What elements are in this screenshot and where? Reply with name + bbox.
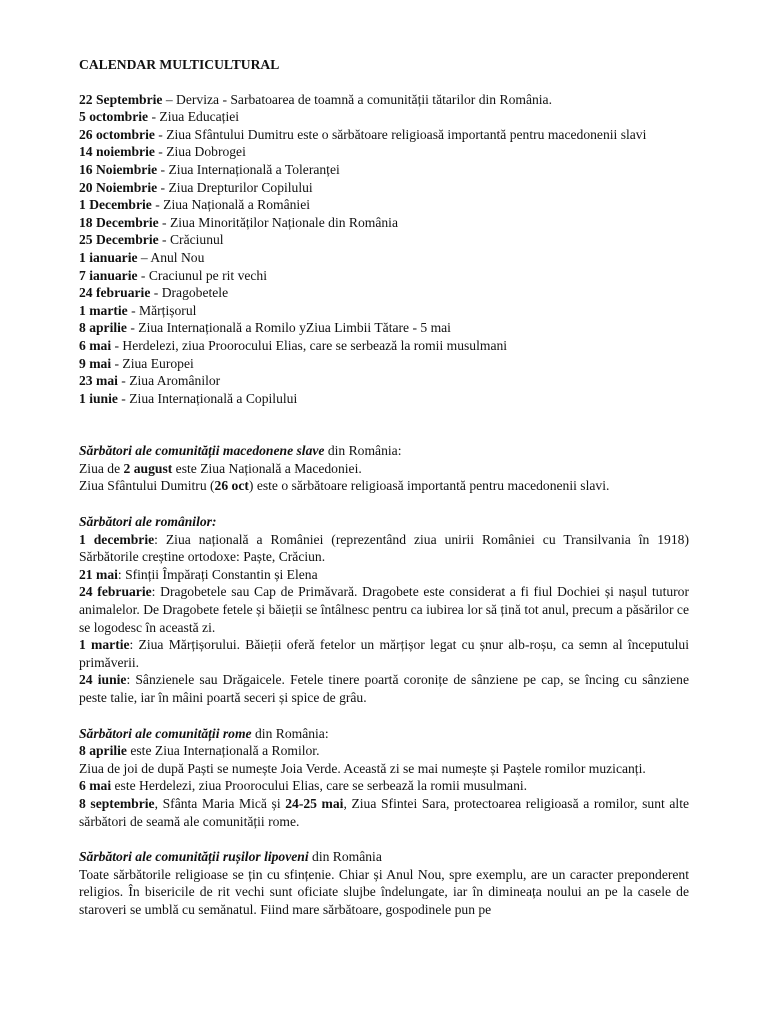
section-rome	[79, 725, 689, 831]
entry-separator: -	[137, 267, 149, 283]
entry-text: Ziua Dobrogei	[166, 144, 246, 160]
entry-date: 14 noiembrie	[79, 144, 155, 160]
calendar-entry	[79, 372, 689, 390]
holiday-entry	[79, 531, 689, 566]
entry-separator: –	[137, 249, 151, 265]
calendar-entry	[79, 108, 689, 126]
entry-text: : Ziua Mărțișorului. Băieții oferă fetelor un mărțișor legat cu șnur alb-roșu, ca semn al începutului primăverii.	[79, 637, 689, 670]
entry-separator: -	[117, 390, 130, 406]
entry-text: Ziua Internațională a Toleranței	[168, 161, 340, 177]
entry-text: : Dragobetele sau Cap de Primăvară. Dragobete este considerat a fi fiul Dochiei și nașul tuturor animalelor. De Dragobete fetele și băieții se întâlnesc pentru ca iubirea lor să țină tot anul, precum a păsărilor ce se logodesc în această zi.	[79, 584, 689, 635]
paragraph-line: 6 mai este Herdelezi, ziua Proorocului Elias, care se serbează la romii musulmani.	[79, 778, 528, 794]
entry-date: 1 ianuarie	[79, 249, 138, 265]
entry-date: 1 martie	[79, 302, 128, 318]
entry-date: 20 Noiembrie	[79, 179, 158, 195]
paragraph-line: Ziua Sfântului Dumitru (26 oct) este o sărbătoare religioasă importantă pentru macedonenii slavi.	[79, 478, 610, 494]
section-lipoveni	[79, 848, 689, 918]
entry-text: Ziua Drepturilor Copilului	[168, 179, 313, 195]
entry-date: 22 Septembrie	[79, 91, 163, 107]
paragraph: 8 septembrie, Sfânta Maria Mică și 24-25 mai, Ziua Sfintei Sara, protectoarea religioasă a romilor, sunt alte sărbători de seamă ale comunității rome.	[79, 795, 690, 829]
entry-text: : Ziua națională a României (reprezentând ziua unirii României cu Transilvania în 1918) Sărbătorile creștine ortodoxe: Paște, Crăciun.	[79, 531, 689, 565]
calendar-entry	[79, 143, 689, 161]
entry-date: 1 decembrie	[79, 531, 155, 547]
entry-text: Ziua Educației	[159, 109, 240, 125]
paragraph: Ziua de joi de după Paști se numește Joia Verde. Această zi se mai numește și Paștele romilor muzicanți.	[79, 760, 646, 776]
entry-date: 23 mai	[79, 373, 118, 389]
entry-date: 1 iunie	[79, 390, 118, 406]
entry-separator: -	[111, 337, 123, 353]
entry-separator: -	[158, 214, 170, 230]
calendar-entry	[79, 179, 689, 197]
entry-text: Ziua Internațională a Copilului	[129, 390, 298, 406]
section-macedonene	[79, 442, 689, 495]
holiday-entry	[79, 671, 689, 706]
holiday-entry	[79, 583, 689, 636]
entry-date: 21 mai	[79, 566, 118, 582]
entry-text: Herdelezi, ziua Proorocului Elias, care se serbează la romii musulmani	[122, 337, 508, 353]
calendar-entry	[79, 302, 689, 320]
calendar-entry	[79, 390, 689, 408]
entry-text: Mărțișorul	[139, 302, 197, 318]
entry-separator: -	[157, 161, 169, 177]
calendar-entry	[79, 231, 689, 249]
entry-date: 5 octombrie	[79, 109, 149, 125]
entry-text: Ziua Internațională a Romilo yZiua Limbii Tătare - 5 mai	[138, 320, 451, 336]
entry-text: Ziua Minorităților Naționale din România	[169, 214, 398, 230]
section-heading: Sărbători ale comunității macedonene slave din România:	[79, 443, 402, 459]
calendar-entry	[79, 214, 689, 232]
section-romani	[79, 513, 689, 707]
entry-separator: -	[117, 373, 130, 389]
entry-separator: -	[127, 302, 140, 318]
document-page	[79, 56, 689, 919]
holiday-entry	[79, 566, 689, 584]
calendar-entry	[79, 161, 689, 179]
calendar-entry	[79, 91, 689, 109]
calendar-list	[79, 91, 689, 408]
calendar-entry	[79, 196, 689, 214]
entry-date: 1 martie	[79, 637, 130, 653]
entry-date: 25 Decembrie	[79, 232, 159, 248]
entry-text: Derviza - Sarbatoarea de toamnă a comunității tătarilor din România.	[176, 91, 552, 107]
entry-date: 24 februarie	[79, 285, 151, 301]
paragraph-line: 8 aprilie este Ziua Internațională a Romilor.	[79, 743, 320, 759]
calendar-entry	[79, 249, 689, 267]
entry-date: 8 aprilie	[79, 320, 127, 336]
entry-separator: -	[154, 126, 167, 142]
section-heading: Sărbători ale comunității rușilor lipoveni din România	[79, 849, 382, 865]
entry-separator: -	[111, 355, 123, 371]
entry-date: 9 mai	[79, 355, 112, 371]
entry-text: Ziua Sfântului Dumitru este o sărbătoare religioasă importantă pentru macedonenii slavi	[166, 126, 647, 142]
entry-text: : Sfinții Împărați Constantin și Elena	[117, 566, 318, 582]
entry-date: 18 Decembrie	[79, 214, 159, 230]
entry-text: : Sânzienele sau Drăgaicele. Fetele tinere poartă coronițe de sânziene pe cap, se încing cu sânziene peste talie, iar în mâini poartă seceri și spice de grâu.	[79, 672, 689, 705]
calendar-entry	[79, 355, 689, 373]
entry-separator: -	[150, 285, 162, 301]
entry-text: Crăciunul	[169, 232, 224, 248]
calendar-entry	[79, 284, 689, 302]
entry-date: 6 mai	[79, 337, 112, 353]
entry-date: 26 octombrie	[79, 126, 155, 142]
calendar-entry	[79, 126, 689, 144]
paragraph-line: Ziua de 2 august este Ziua Națională a Macedoniei.	[79, 460, 362, 476]
entry-separator: -	[151, 197, 164, 213]
entry-separator: -	[154, 144, 167, 160]
paragraph: Toate sărbătorile religioase se țin cu sfințenie. Chiar și Anul Nou, spre exemplu, are un caracter preponderent religios. În bisericile de rit vechi sunt oficiate slujbe îndelungate, iar în dimineața noului an pe la casele de staroveri se umblă cu semănatul. Fiind mare sărbătoare, gospodinele pun pe	[79, 866, 689, 917]
entry-text: Anul Nou	[150, 249, 205, 265]
holiday-entry	[79, 636, 689, 671]
entry-separator: -	[157, 179, 169, 195]
entry-text: Ziua Națională a României	[163, 197, 311, 213]
entry-separator: -	[158, 232, 170, 248]
document-title: CALENDAR MULTICULTURAL	[79, 57, 280, 72]
entry-separator: –	[162, 91, 177, 107]
section-heading: Sărbători ale românilor:	[79, 514, 217, 530]
section-heading: Sărbători ale comunității rome din România:	[79, 725, 329, 741]
entry-separator: -	[148, 109, 160, 125]
entry-date: 1 Decembrie	[79, 197, 152, 213]
entry-date: 24 iunie	[79, 672, 127, 688]
entry-text: Craciunul pe rit vechi	[148, 267, 268, 283]
entry-date: 24 februarie	[79, 584, 152, 600]
entry-text: Dragobetele	[161, 285, 229, 301]
entry-text: Ziua Europei	[122, 355, 194, 371]
entry-date: 16 Noiembrie	[79, 161, 158, 177]
calendar-entry	[79, 337, 689, 355]
calendar-entry	[79, 319, 689, 337]
entry-date: 7 ianuarie	[79, 267, 138, 283]
calendar-entry	[79, 267, 689, 285]
entry-separator: -	[126, 320, 139, 336]
entry-text: Ziua Aromânilor	[129, 373, 221, 389]
